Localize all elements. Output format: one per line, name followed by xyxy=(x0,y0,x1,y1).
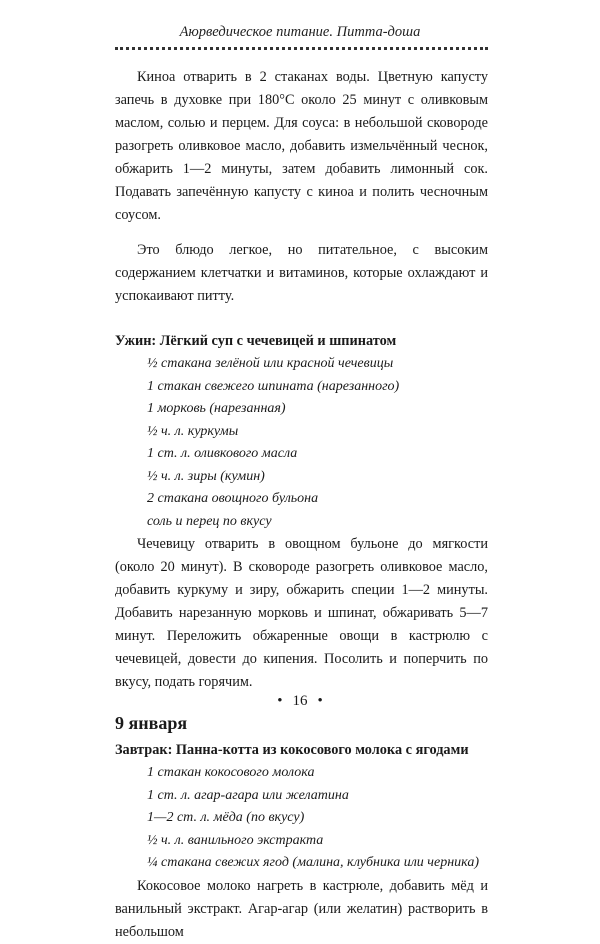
ingredient-item: ½ стакана зелёной или красной чечевицы xyxy=(147,356,394,371)
ingredient-item: 1 морковь (нарезанная) xyxy=(147,401,286,416)
paragraph: Киноа отварить в 2 стаканах воды. Цветную капусту запечь в духовке при 180°C около 25 минут с оливковым маслом, солью и перцем. Для соуса: в небольшой сковороде разогреть оливковое масло, добавить измельчённый чеснок, обжарить 1—2 минуты, затем добавить лимонный сок. Подавать запечённую капусту с киноа и полить чесночным соусом. xyxy=(115,69,488,223)
page-number: 16 xyxy=(292,693,308,709)
recipe-title-breakfast: Завтрак: Панна-котта из кокосового молока с ягодами xyxy=(115,742,469,758)
page-body xyxy=(115,66,488,944)
date-heading: 9 января xyxy=(115,713,188,733)
dotted-divider xyxy=(115,47,488,50)
ingredient-item: 1 ст. л. оливкового масла xyxy=(147,446,298,461)
ingredient-item: 1—2 ст. л. мёда (по вкусу) xyxy=(147,810,305,825)
ingredient-item: ½ ч. л. ванильного экстракта xyxy=(147,832,324,848)
folio-bullet: • xyxy=(277,693,283,709)
ingredient-list-dinner xyxy=(115,353,488,533)
running-header: Аюрведическое питание. Питта-доша xyxy=(179,24,421,40)
recipe-title-dinner: Ужин: Лёгкий суп с чечевицей и шпинатом xyxy=(115,333,397,349)
recipe-method-dinner: Чечевицу отварить в овощном бульоне до мягкости (около 20 минут). В сковороде разогреть оливковое масло, добавить куркуму и зиру, обжарить специи 1—2 минуты. Добавить нарезанную морковь и шпинат, обжаривать 5—7 минут. Переложить обжаренные овощи в кастрюлю с чечевицей, довести до кипения. Посолить и поперчить по вкусу, подать горячим. xyxy=(115,536,488,690)
folio-bullet: • xyxy=(317,693,323,709)
ingredient-item: ½ ч. л. зиры (кумин) xyxy=(147,468,265,484)
paragraph: Это блюдо легкое, но питательное, с высоким содержанием клетчатки и витаминов, которые охлаждают и успокаивают питту. xyxy=(115,242,488,304)
ingredient-item: ½ ч. л. куркумы xyxy=(147,423,239,439)
ingredient-item: 2 стакана овощного бульона xyxy=(147,491,319,506)
ingredient-item: 1 стакан кокосового молока xyxy=(147,765,315,780)
recipe-method-breakfast: Кокосовое молоко нагреть в кастрюле, добавить мёд и ванильный экстракт. Агар-агар (или желатин) растворить в небольшом xyxy=(115,877,488,940)
ingredient-list-breakfast xyxy=(115,762,488,875)
ingredient-item: 1 стакан свежего шпината (нарезанного) xyxy=(147,378,400,394)
page-footer xyxy=(0,693,600,710)
ingredient-item: соль и перец по вкусу xyxy=(147,513,272,529)
ingredient-item: 1 ст. л. агар-агара или желатина xyxy=(147,787,349,803)
ingredient-item: ¼ стакана свежих ягод (малина, клубника или черника) xyxy=(147,855,480,870)
